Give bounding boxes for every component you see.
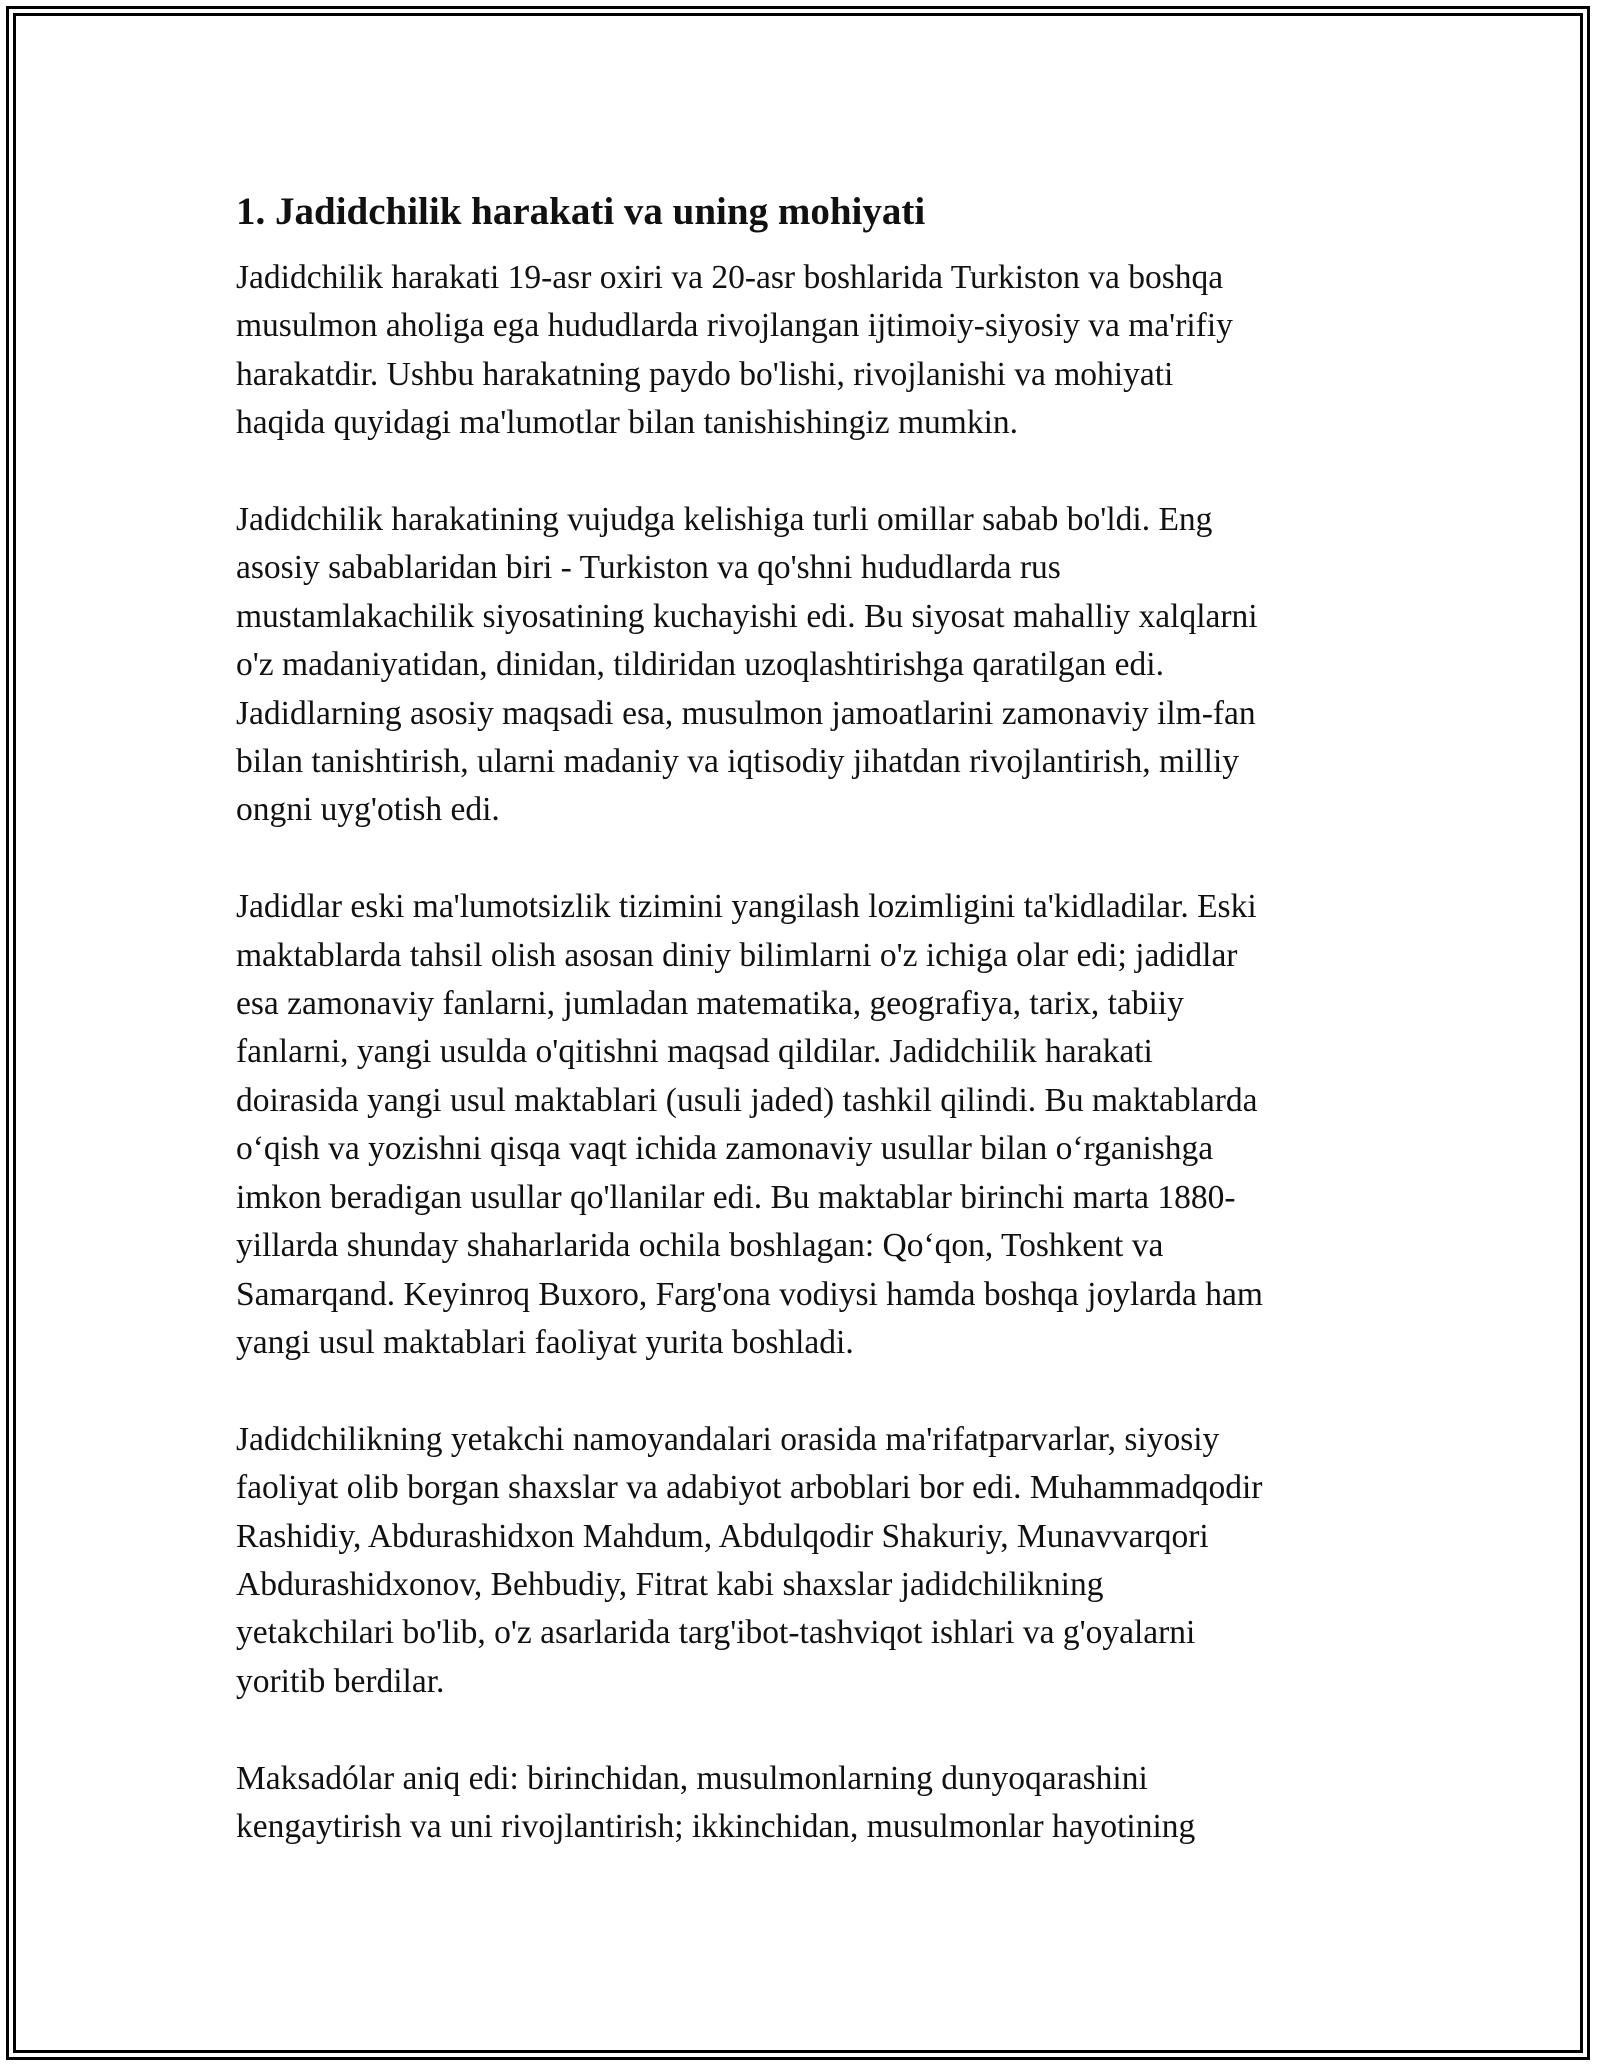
paragraph-line: fanlarni, yangi usulda o'qitishni maqsad qildilar. Jadidchilik harakati	[236, 1033, 1153, 1071]
paragraph-2	[236, 496, 1366, 835]
paragraph-line: Jadidchilik harakati 19-asr oxiri va 20-asr boshlarida Turkiston va boshqa	[236, 259, 1224, 296]
paragraph-line: yetakchilari bo'lib, o'z asarlarida targ'ibot-tashviqot ishlari va g'oyalarni	[236, 1614, 1196, 1652]
paragraph-line: Samarqand. Keyinroq Buxoro, Farg'ona vodiysi hamda boshqa joylarda ham	[236, 1275, 1263, 1313]
paragraph-line: Jadidchilik harakatining vujudga kelishiga turli omillar sabab bo'ldi. Eng	[236, 501, 1213, 539]
paragraph-line: Jadidlarning asosiy maqsadi esa, musulmon jamoatlarini zamonaviy ilm-fan	[236, 694, 1256, 732]
paragraph-line: doirasida yangi usul maktablari (usuli jaded) tashkil qilindi. Bu maktablarda	[236, 1081, 1258, 1119]
document-body	[236, 186, 1366, 1900]
paragraph-line: bilan tanishtirish, ularni madaniy va iqtisodiy jihatdan rivojlantirish, milliy	[236, 743, 1240, 781]
paragraph-line: o‘qish va yozishni qisqa vaqt ichida zamonaviy usullar bilan o‘rganishga	[236, 1130, 1214, 1168]
section-heading: 1. Jadidchilik harakati va uning mohiyati	[236, 190, 926, 233]
paragraph-line: kengaytirish va uni rivojlantirish; ikkinchidan, musulmonlar hayotining	[236, 1807, 1196, 1845]
paragraph-line: imkon beradigan usullar qo'llanilar edi. Bu maktablar birinchi marta 1880-	[236, 1178, 1236, 1216]
paragraph-line: harakatdir. Ushbu harakatning paydo bo'lishi, rivojlanishi va mohiyati	[236, 355, 1174, 393]
paragraph-line: yangi usul maktablari faoliyat yurita boshladi.	[236, 1323, 854, 1361]
paragraph-line: ongni uyg'otish edi.	[236, 791, 500, 829]
paragraph-line: Rashidiy, Abdurashidxon Mahdum, Abdulqodir Shakuriy, Munavvarqori	[236, 1517, 1209, 1555]
paragraph-line: o'z madaniyatidan, dinidan, tildiridan uzoqlashtirishga qaratilgan edi.	[236, 646, 1164, 684]
paragraph-line: faoliyat olib borgan shaxslar va adabiyot arboblari bor edi. Muhammadqodir	[236, 1469, 1263, 1507]
paragraph-line: Abdurashidxonov, Behbudiy, Fitrat kabi shaxslar jadidchilikning	[236, 1565, 1104, 1603]
paragraph-line: yillarda shunday shaharlarida ochila boshlagan: Qo‘qon, Toshkent va	[236, 1227, 1164, 1265]
paragraph-line: Maksadólar aniq edi: birinchidan, musulmonlarning dunyoqarashini	[236, 1759, 1148, 1797]
paragraph-line: yoritib berdilar.	[236, 1662, 445, 1700]
paragraph-5	[236, 1755, 1366, 1852]
paragraph-line: haqida quyidagi ma'lumotlar bilan tanishishingiz mumkin.	[236, 404, 1018, 442]
paragraph-line: musulmon aholiga ega hududlarda rivojlangan ijtimoiy-siyosiy va ma'rifiy	[236, 307, 1233, 345]
paragraph-line: esa zamonaviy fanlarni, jumladan matematika, geografiya, tarix, tabiiy	[236, 985, 1184, 1023]
paragraph-line: maktablarda tahsil olish asosan diniy bilimlarni o'z ichiga olar edi; jadidlar	[236, 936, 1238, 974]
paragraph-3	[236, 883, 1366, 1367]
paragraph-line: Jadidlar eski ma'lumotsizlik tizimini yangilash lozimligini ta'kidladilar. Eski	[236, 888, 1257, 926]
paragraph-4	[236, 1416, 1366, 1706]
paragraph-line: mustamlakachilik siyosatining kuchayishi edi. Bu siyosat mahalliy xalqlarni	[236, 597, 1258, 635]
paragraph-line: Jadidchilikning yetakchi namoyandalari orasida ma'rifatparvarlar, siyosiy	[236, 1420, 1220, 1458]
paragraph-line: asosiy sabablaridan biri - Turkiston va qo'shni hududlarda rus	[236, 549, 1061, 587]
paragraph-1	[236, 254, 1366, 448]
